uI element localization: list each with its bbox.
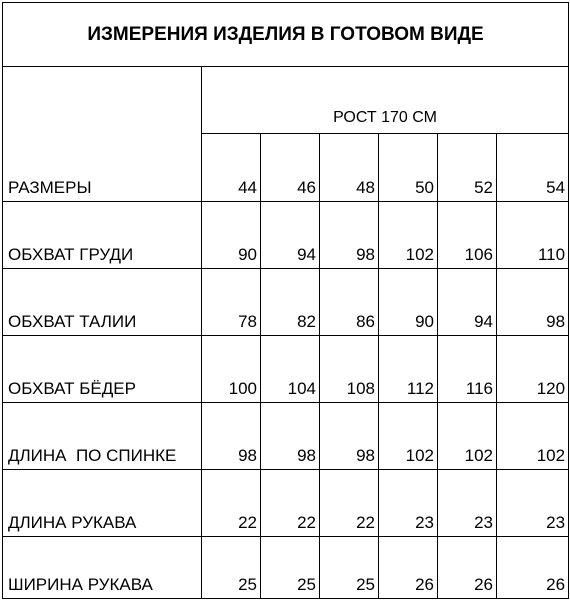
- value-cell: 102: [438, 403, 497, 470]
- value-cell: 26: [497, 537, 569, 599]
- value-cell: 82: [261, 269, 320, 336]
- value-cell: 94: [261, 202, 320, 269]
- value-cell: 22: [320, 470, 379, 537]
- value-cell: 116: [438, 336, 497, 403]
- value-cell: 106: [438, 202, 497, 269]
- table-row: [3, 336, 569, 403]
- value-cell: 102: [379, 403, 438, 470]
- size-cell: 52: [438, 134, 497, 202]
- table-row: [3, 537, 569, 599]
- size-cell: 50: [379, 134, 438, 202]
- value-cell: 23: [497, 470, 569, 537]
- table-row: [3, 269, 569, 336]
- value-cell: 25: [261, 537, 320, 599]
- value-cell: 108: [320, 336, 379, 403]
- table-row: [3, 202, 569, 269]
- value-cell: 98: [320, 403, 379, 470]
- height-row: [3, 67, 569, 134]
- row-label-back-length: ДЛИНА ПО СПИНКЕ: [3, 403, 202, 470]
- value-cell: 102: [379, 202, 438, 269]
- value-cell: 78: [202, 269, 261, 336]
- title-row: [3, 3, 569, 67]
- value-cell: 102: [497, 403, 569, 470]
- value-cell: 86: [320, 269, 379, 336]
- table-title: ИЗМЕРЕНИЯ ИЗДЕЛИЯ В ГОТОВОМ ВИДЕ: [3, 3, 569, 67]
- value-cell: 112: [379, 336, 438, 403]
- height-label: РОСТ 170 СМ: [202, 67, 569, 134]
- table-row: [3, 470, 569, 537]
- row-label-sleeve-length: ДЛИНА РУКАВА: [3, 470, 202, 537]
- value-cell: 90: [202, 202, 261, 269]
- row-label-waist: ОБХВАТ ТАЛИИ: [3, 269, 202, 336]
- size-cell: 46: [261, 134, 320, 202]
- row-label-hips: ОБХВАТ БЁДЕР: [3, 336, 202, 403]
- size-cell: 44: [202, 134, 261, 202]
- value-cell: 120: [497, 336, 569, 403]
- value-cell: 23: [438, 470, 497, 537]
- size-chart-table: [2, 2, 569, 599]
- value-cell: 100: [202, 336, 261, 403]
- value-cell: 104: [261, 336, 320, 403]
- value-cell: 110: [497, 202, 569, 269]
- value-cell: 22: [202, 470, 261, 537]
- size-cell: 54: [497, 134, 569, 202]
- value-cell: 26: [438, 537, 497, 599]
- value-cell: 90: [379, 269, 438, 336]
- value-cell: 94: [438, 269, 497, 336]
- row-label-chest: ОБХВАТ ГРУДИ: [3, 202, 202, 269]
- row-label-sizes: РАЗМЕРЫ: [3, 67, 202, 202]
- size-cell: 48: [320, 134, 379, 202]
- value-cell: 98: [497, 269, 569, 336]
- table-row: [3, 403, 569, 470]
- value-cell: 98: [320, 202, 379, 269]
- value-cell: 22: [261, 470, 320, 537]
- value-cell: 98: [261, 403, 320, 470]
- value-cell: 98: [202, 403, 261, 470]
- value-cell: 23: [379, 470, 438, 537]
- value-cell: 25: [320, 537, 379, 599]
- value-cell: 25: [202, 537, 261, 599]
- row-label-sleeve-width: ШИРИНА РУКАВА: [3, 537, 202, 599]
- value-cell: 26: [379, 537, 438, 599]
